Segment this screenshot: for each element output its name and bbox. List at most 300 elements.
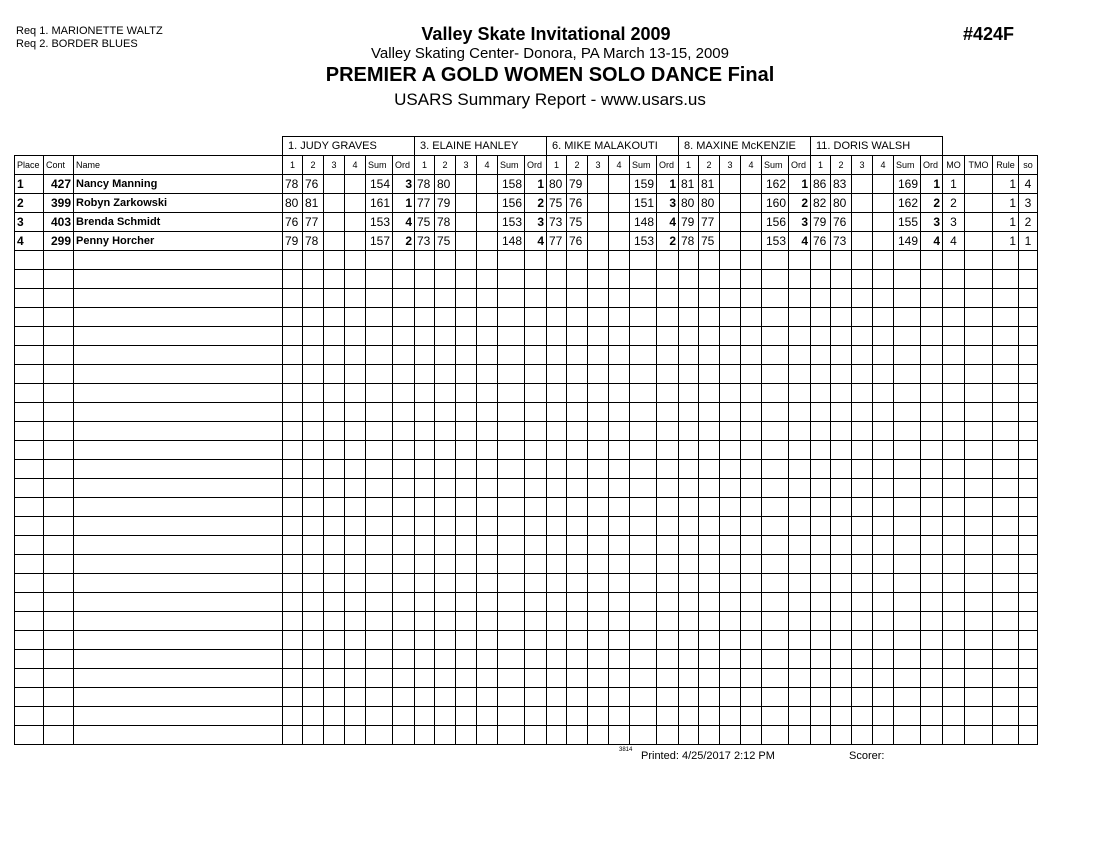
score: 79 (435, 194, 456, 213)
empty-cell (498, 346, 525, 365)
empty-cell (609, 536, 630, 555)
score (324, 213, 345, 232)
empty-cell (456, 479, 477, 498)
score: 81 (699, 175, 720, 194)
empty-cell (679, 289, 699, 308)
empty-cell (965, 422, 993, 441)
empty-row (15, 669, 1038, 688)
empty-cell (720, 346, 741, 365)
empty-cell (393, 650, 415, 669)
empty-cell (477, 403, 498, 422)
empty-cell (852, 289, 873, 308)
empty-cell (657, 251, 679, 270)
empty-cell (547, 270, 567, 289)
empty-cell (324, 270, 345, 289)
empty-cell (415, 365, 435, 384)
empty-cell (393, 441, 415, 460)
empty-cell (15, 650, 44, 669)
empty-cell (630, 308, 657, 327)
empty-cell (366, 593, 393, 612)
empty-cell (547, 289, 567, 308)
empty-cell (345, 498, 366, 517)
empty-cell (1019, 555, 1038, 574)
empty-cell (303, 479, 324, 498)
score (345, 175, 366, 194)
col-ord: Ord (657, 156, 679, 175)
empty-cell (15, 726, 44, 745)
empty-cell (366, 403, 393, 422)
empty-cell (44, 707, 74, 726)
empty-cell (720, 479, 741, 498)
empty-cell (894, 403, 921, 422)
empty-cell (15, 479, 44, 498)
score: 79 (679, 213, 699, 232)
empty-cell (720, 650, 741, 669)
empty-cell (567, 574, 588, 593)
empty-cell (74, 479, 283, 498)
empty-cell (762, 536, 789, 555)
empty-cell (477, 441, 498, 460)
empty-cell (345, 327, 366, 346)
empty-cell (415, 669, 435, 688)
empty-cell (477, 669, 498, 688)
empty-cell (993, 726, 1019, 745)
empty-cell (435, 688, 456, 707)
empty-cell (303, 631, 324, 650)
empty-cell (679, 422, 699, 441)
empty-cell (699, 270, 720, 289)
empty-cell (894, 650, 921, 669)
empty-cell (477, 327, 498, 346)
empty-cell (588, 669, 609, 688)
empty-cell (366, 631, 393, 650)
empty-cell (630, 384, 657, 403)
empty-cell (873, 460, 894, 479)
empty-cell (283, 536, 303, 555)
score: 73 (547, 213, 567, 232)
empty-cell (699, 251, 720, 270)
empty-cell (44, 612, 74, 631)
empty-cell (415, 289, 435, 308)
empty-cell (609, 669, 630, 688)
empty-cell (74, 707, 283, 726)
empty-cell (283, 574, 303, 593)
score: 80 (679, 194, 699, 213)
empty-cell (831, 593, 852, 612)
empty-cell (831, 422, 852, 441)
empty-cell (345, 384, 366, 403)
empty-cell (15, 384, 44, 403)
score-sum: 161 (366, 194, 393, 213)
score (345, 194, 366, 213)
empty-cell (720, 631, 741, 650)
empty-row (15, 536, 1038, 555)
empty-row (15, 631, 1038, 650)
empty-cell (456, 707, 477, 726)
empty-cell (965, 365, 993, 384)
judge-header-row (15, 137, 1038, 156)
empty-cell (943, 327, 965, 346)
empty-cell (303, 403, 324, 422)
empty-cell (435, 441, 456, 460)
empty-cell (435, 726, 456, 745)
empty-cell (525, 270, 547, 289)
empty-cell (456, 403, 477, 422)
empty-cell (283, 650, 303, 669)
empty-cell (921, 536, 943, 555)
col-s3: 3 (720, 156, 741, 175)
empty-cell (44, 669, 74, 688)
empty-cell (609, 707, 630, 726)
empty-cell (547, 498, 567, 517)
empty-cell (657, 536, 679, 555)
score (588, 213, 609, 232)
empty-cell (762, 574, 789, 593)
empty-cell (720, 726, 741, 745)
empty-cell (873, 441, 894, 460)
score-sum: 153 (366, 213, 393, 232)
empty-cell (525, 365, 547, 384)
score (720, 194, 741, 213)
empty-cell (456, 650, 477, 669)
empty-cell (498, 460, 525, 479)
empty-cell (345, 612, 366, 631)
empty-cell (762, 631, 789, 650)
empty-cell (435, 631, 456, 650)
empty-cell (894, 460, 921, 479)
empty-cell (699, 707, 720, 726)
empty-cell (609, 384, 630, 403)
empty-cell (894, 422, 921, 441)
score: 77 (303, 213, 324, 232)
empty-cell (393, 403, 415, 422)
mo: 1 (943, 175, 965, 194)
empty-cell (762, 688, 789, 707)
empty-cell (943, 365, 965, 384)
empty-cell (789, 422, 811, 441)
empty-cell (588, 517, 609, 536)
empty-cell (993, 441, 1019, 460)
empty-cell (831, 498, 852, 517)
empty-cell (630, 441, 657, 460)
empty-cell (993, 631, 1019, 650)
empty-cell (525, 384, 547, 403)
col-s1: 1 (283, 156, 303, 175)
empty-cell (993, 384, 1019, 403)
empty-cell (789, 384, 811, 403)
empty-cell (894, 707, 921, 726)
empty-cell (873, 536, 894, 555)
empty-cell (324, 555, 345, 574)
empty-cell (741, 441, 762, 460)
empty-cell (74, 593, 283, 612)
tmo (965, 232, 993, 251)
empty-cell (720, 593, 741, 612)
score: 81 (679, 175, 699, 194)
empty-cell (811, 403, 831, 422)
empty-row (15, 403, 1038, 422)
place: 4 (15, 232, 44, 251)
empty-cell (699, 517, 720, 536)
score (873, 213, 894, 232)
empty-cell (324, 726, 345, 745)
empty-cell (74, 422, 283, 441)
empty-row (15, 441, 1038, 460)
empty-cell (15, 517, 44, 536)
empty-cell (921, 251, 943, 270)
empty-cell (477, 251, 498, 270)
empty-cell (393, 479, 415, 498)
empty-cell (831, 612, 852, 631)
empty-cell (366, 460, 393, 479)
empty-cell (588, 726, 609, 745)
empty-cell (498, 441, 525, 460)
empty-cell (303, 517, 324, 536)
ordinal: 1 (657, 175, 679, 194)
empty-cell (630, 688, 657, 707)
empty-cell (415, 346, 435, 365)
table-row (15, 194, 1038, 213)
empty-cell (525, 612, 547, 631)
empty-cell (630, 574, 657, 593)
empty-cell (993, 251, 1019, 270)
empty-cell (943, 403, 965, 422)
empty-cell (74, 289, 283, 308)
empty-cell (303, 593, 324, 612)
ordinal: 3 (525, 213, 547, 232)
empty-cell (44, 384, 74, 403)
empty-cell (415, 498, 435, 517)
empty-cell (811, 707, 831, 726)
empty-cell (74, 669, 283, 688)
empty-cell (525, 631, 547, 650)
score-sum: 153 (498, 213, 525, 232)
score (588, 232, 609, 251)
empty-cell (303, 441, 324, 460)
empty-cell (894, 346, 921, 365)
empty-cell (283, 346, 303, 365)
col-s3: 3 (852, 156, 873, 175)
empty-cell (366, 308, 393, 327)
empty-cell (74, 688, 283, 707)
empty-cell (852, 441, 873, 460)
empty-cell (366, 422, 393, 441)
score: 77 (699, 213, 720, 232)
empty-cell (525, 574, 547, 593)
empty-cell (943, 479, 965, 498)
empty-cell (630, 631, 657, 650)
empty-cell (74, 650, 283, 669)
score: 76 (811, 232, 831, 251)
empty-cell (498, 707, 525, 726)
empty-cell (699, 574, 720, 593)
empty-row (15, 498, 1038, 517)
empty-cell (477, 593, 498, 612)
empty-cell (965, 612, 993, 631)
empty-cell (657, 612, 679, 631)
score: 78 (415, 175, 435, 194)
empty-cell (921, 498, 943, 517)
score (873, 232, 894, 251)
empty-cell (588, 536, 609, 555)
empty-cell (1019, 517, 1038, 536)
empty-cell (415, 327, 435, 346)
empty-cell (15, 308, 44, 327)
empty-cell (609, 612, 630, 631)
rule: 1 (993, 213, 1019, 232)
empty-cell (393, 498, 415, 517)
empty-cell (324, 460, 345, 479)
empty-cell (498, 669, 525, 688)
empty-cell (525, 251, 547, 270)
empty-row (15, 270, 1038, 289)
empty-row (15, 688, 1038, 707)
col-ord: Ord (525, 156, 547, 175)
empty-cell (831, 517, 852, 536)
empty-cell (303, 422, 324, 441)
empty-cell (324, 403, 345, 422)
empty-cell (477, 384, 498, 403)
empty-cell (679, 346, 699, 365)
empty-cell (630, 593, 657, 612)
empty-cell (679, 536, 699, 555)
empty-cell (811, 289, 831, 308)
empty-cell (366, 289, 393, 308)
score: 75 (435, 232, 456, 251)
score (873, 175, 894, 194)
empty-cell (894, 631, 921, 650)
empty-cell (965, 289, 993, 308)
empty-cell (679, 251, 699, 270)
empty-cell (415, 612, 435, 631)
empty-cell (811, 479, 831, 498)
col-s2: 2 (831, 156, 852, 175)
empty-cell (679, 574, 699, 593)
empty-cell (741, 384, 762, 403)
empty-cell (762, 365, 789, 384)
empty-cell (15, 612, 44, 631)
empty-cell (588, 384, 609, 403)
empty-cell (993, 289, 1019, 308)
empty-cell (741, 707, 762, 726)
empty-cell (811, 460, 831, 479)
empty-cell (993, 460, 1019, 479)
empty-cell (547, 251, 567, 270)
score (345, 232, 366, 251)
empty-cell (720, 669, 741, 688)
score-sum: 148 (630, 213, 657, 232)
empty-cell (44, 479, 74, 498)
empty-cell (303, 555, 324, 574)
score (345, 213, 366, 232)
empty-cell (873, 270, 894, 289)
empty-cell (477, 707, 498, 726)
empty-cell (894, 384, 921, 403)
score (741, 194, 762, 213)
empty-cell (477, 631, 498, 650)
empty-cell (720, 517, 741, 536)
empty-cell (679, 631, 699, 650)
empty-cell (811, 251, 831, 270)
empty-cell (498, 536, 525, 555)
empty-cell (852, 270, 873, 289)
empty-cell (789, 726, 811, 745)
empty-cell (852, 384, 873, 403)
empty-cell (588, 612, 609, 631)
empty-cell (943, 536, 965, 555)
empty-cell (965, 327, 993, 346)
empty-cell (283, 441, 303, 460)
empty-cell (393, 574, 415, 593)
empty-cell (789, 346, 811, 365)
empty-cell (873, 498, 894, 517)
score: 75 (567, 213, 588, 232)
empty-cell (679, 498, 699, 517)
score (720, 213, 741, 232)
empty-cell (921, 707, 943, 726)
empty-cell (609, 251, 630, 270)
empty-cell (1019, 308, 1038, 327)
empty-cell (74, 555, 283, 574)
score (456, 232, 477, 251)
empty-cell (831, 688, 852, 707)
empty-cell (943, 631, 965, 650)
empty-cell (525, 517, 547, 536)
empty-cell (762, 726, 789, 745)
empty-cell (1019, 593, 1038, 612)
col-s3: 3 (456, 156, 477, 175)
empty-cell (852, 726, 873, 745)
empty-cell (679, 688, 699, 707)
empty-cell (657, 308, 679, 327)
empty-cell (15, 441, 44, 460)
empty-cell (456, 498, 477, 517)
score-sum: 151 (630, 194, 657, 213)
empty-cell (789, 688, 811, 707)
empty-cell (943, 650, 965, 669)
score-sum: 158 (498, 175, 525, 194)
empty-cell (283, 251, 303, 270)
empty-cell (588, 270, 609, 289)
empty-cell (456, 251, 477, 270)
empty-cell (789, 574, 811, 593)
empty-cell (477, 574, 498, 593)
empty-cell (345, 688, 366, 707)
score (324, 175, 345, 194)
empty-cell (993, 650, 1019, 669)
empty-cell (943, 422, 965, 441)
empty-cell (283, 726, 303, 745)
empty-cell (567, 403, 588, 422)
empty-cell (547, 707, 567, 726)
empty-cell (921, 593, 943, 612)
score: 80 (435, 175, 456, 194)
contestant-number: 403 (44, 213, 74, 232)
empty-cell (44, 574, 74, 593)
empty-cell (366, 498, 393, 517)
col-s3: 3 (324, 156, 345, 175)
empty-cell (498, 631, 525, 650)
empty-cell (456, 289, 477, 308)
empty-cell (789, 536, 811, 555)
empty-cell (415, 688, 435, 707)
empty-cell (74, 517, 283, 536)
col-s1: 1 (811, 156, 831, 175)
empty-cell (741, 479, 762, 498)
empty-cell (74, 631, 283, 650)
empty-cell (477, 422, 498, 441)
empty-cell (873, 308, 894, 327)
